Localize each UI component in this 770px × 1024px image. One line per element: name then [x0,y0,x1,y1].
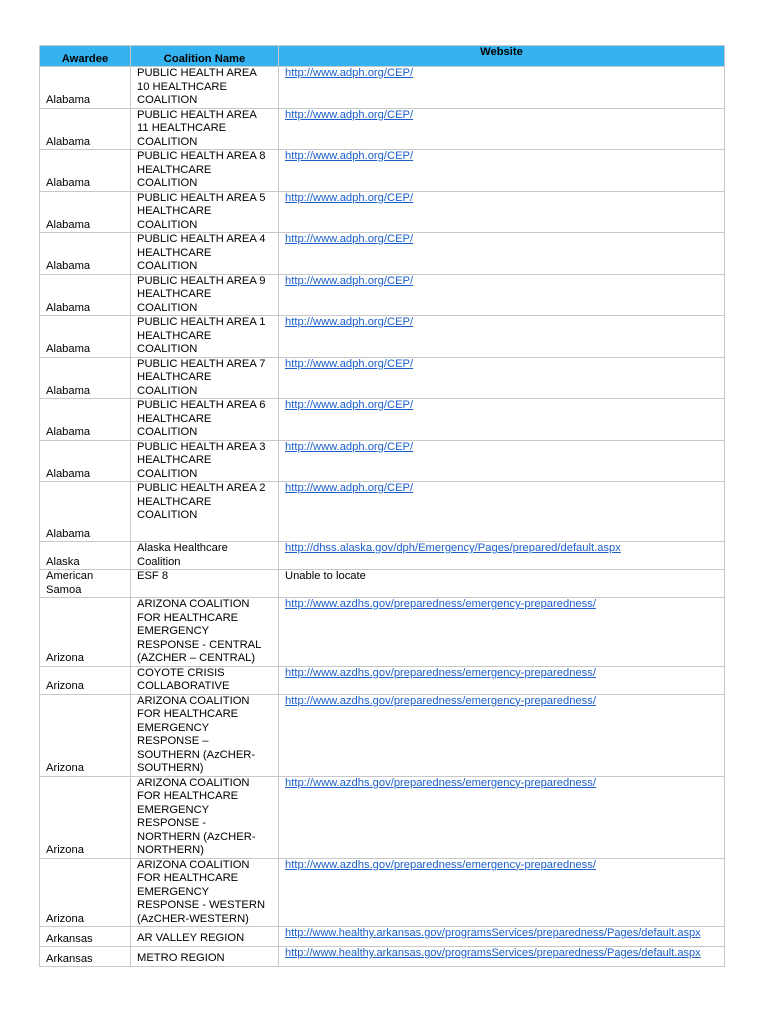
awardee-text: Alaska [46,555,80,568]
table-row [40,316,725,358]
cell-coalition-name [131,357,279,399]
awardee-text: Alabama [46,135,91,148]
cell-awardee [40,108,131,150]
awardee-text: Alabama [46,384,91,397]
header-awardee: Awardee [40,46,131,67]
cell-coalition-name [131,666,279,694]
cell-website [279,233,725,275]
awardee-text: Alabama [46,94,91,106]
website-link[interactable]: http://www.adph.org/CEP/ [285,274,414,287]
website-link[interactable]: http://www.azdhs.gov/preparedness/emergency-preparedness/ [285,858,596,871]
coalition-name-text: AR VALLEY REGION [137,931,245,944]
coalition-name-text: PUBLIC HEALTH AREA 10 HEALTHCARE COALITION [137,67,257,106]
cell-coalition-name [131,191,279,233]
cell-awardee [40,776,131,858]
cell-awardee [40,947,131,967]
table-row [40,858,725,927]
cell-website [279,67,725,109]
website-link[interactable]: http://www.adph.org/CEP/ [285,150,414,162]
coalition-table [39,45,725,967]
cell-awardee [40,399,131,441]
cell-awardee [40,357,131,399]
header-coalition-name: Coalition Name [131,46,279,67]
website-link[interactable]: http://www.azdhs.gov/preparedness/emergency-preparedness/ [285,598,596,610]
cell-awardee [40,150,131,192]
cell-website [279,440,725,482]
table-row [40,666,725,694]
cell-coalition-name [131,316,279,358]
website-link[interactable]: http://www.adph.org/CEP/ [285,108,414,121]
cell-website [279,399,725,441]
coalition-name-text: PUBLIC HEALTH AREA 11 HEALTHCARE COALITION [137,108,257,148]
awardee-text: Arkansas [46,932,93,945]
coalition-name-text: PUBLIC HEALTH AREA 1 HEALTHCARE COALITION [137,316,266,355]
awardee-text: Alabama [46,467,91,480]
cell-coalition-name [131,542,279,570]
awardee-text: Arizona [46,912,84,925]
coalition-name-text: PUBLIC HEALTH AREA 5 HEALTHCARE COALITION [137,191,266,231]
table-row [40,191,725,233]
cell-awardee [40,440,131,482]
cell-awardee [40,694,131,776]
awardee-text: Alabama [46,260,91,272]
coalition-name-text: PUBLIC HEALTH AREA 8 HEALTHCARE COALITION [137,150,266,189]
cell-awardee [40,191,131,233]
table-header-row [40,46,725,67]
awardee-text: Alabama [46,218,91,231]
cell-coalition-name [131,858,279,927]
coalition-name-text: ESF 8 [137,570,169,582]
coalition-name-text: METRO REGION [137,951,225,964]
table-row [40,233,725,275]
awardee-text: Alabama [46,343,91,355]
cell-website [279,570,725,598]
website-link[interactable]: http://www.azdhs.gov/preparedness/emergency-preparedness/ [285,694,596,707]
website-link[interactable]: http://www.adph.org/CEP/ [285,399,414,411]
awardee-text: Arkansas [46,952,93,965]
table-row [40,440,725,482]
cell-website [279,108,725,150]
coalition-name-text: PUBLIC HEALTH AREA 2 HEALTHCARE COALITION [137,482,266,521]
cell-coalition-name [131,233,279,275]
table-row [40,598,725,667]
cell-coalition-name [131,694,279,776]
cell-website [279,927,725,947]
table-row [40,399,725,441]
table-row [40,542,725,570]
cell-awardee [40,858,131,927]
coalition-name-text: ARIZONA COALITION FOR HEALTHCARE EMERGENCY RESPONSE - NORTHERN (AzCHER- NORTHERN) [137,776,256,856]
awardee-text: Arizona [46,762,84,774]
cell-website [279,482,725,542]
awardee-text: Alabama [46,177,91,189]
coalition-name-text: ARIZONA COALITION FOR HEALTHCARE EMERGENCY RESPONSE - WESTERN (AzCHER-WESTERN) [137,858,266,925]
cell-website [279,694,725,776]
cell-coalition-name [131,274,279,316]
cell-awardee [40,482,131,542]
coalition-name-text: PUBLIC HEALTH AREA 9 HEALTHCARE COALITION [137,274,266,314]
table-row [40,274,725,316]
cell-website [279,191,725,233]
coalition-name-text: PUBLIC HEALTH AREA 3 HEALTHCARE COALITION [137,440,266,480]
cell-coalition-name [131,108,279,150]
table-row [40,67,725,109]
cell-awardee [40,542,131,570]
cell-coalition-name [131,440,279,482]
cell-coalition-name [131,776,279,858]
website-link[interactable]: http://www.adph.org/CEP/ [285,191,414,204]
awardee-text: Alabama [46,301,91,314]
cell-website [279,150,725,192]
coalition-name-text: PUBLIC HEALTH AREA 7 HEALTHCARE COALITION [137,357,266,397]
cell-coalition-name [131,150,279,192]
table-row [40,108,725,150]
cell-awardee [40,666,131,694]
website-link[interactable]: http://www.adph.org/CEP/ [285,233,414,245]
cell-website [279,542,725,570]
cell-coalition-name [131,598,279,667]
cell-website [279,598,725,667]
website-link[interactable]: http://www.adph.org/CEP/ [285,316,414,328]
cell-website [279,666,725,694]
table-row [40,776,725,858]
coalition-name-text: COYOTE CRISIS COLLABORATIVE [137,666,230,692]
cell-website [279,357,725,399]
website-text: Unable to locate [285,570,366,582]
coalition-name-text: ARIZONA COALITION FOR HEALTHCARE EMERGENCY RESPONSE - CENTRAL (AZCHER – CENTRAL) [137,598,262,664]
awardee-text: American Samoa [46,570,94,596]
awardee-text: Alabama [46,527,91,540]
table-body [40,67,725,967]
cell-coalition-name [131,570,279,598]
table-row [40,570,725,598]
website-link[interactable]: http://www.healthy.arkansas.gov/programsServices/preparedness/Pages/default.aspx [285,927,701,939]
cell-website [279,316,725,358]
cell-awardee [40,316,131,358]
table-row [40,482,725,542]
cell-awardee [40,233,131,275]
cell-coalition-name [131,399,279,441]
table-row [40,694,725,776]
table-row [40,927,725,947]
cell-website [279,947,725,967]
coalition-name-text: ARIZONA COALITION FOR HEALTHCARE EMERGENCY RESPONSE – SOUTHERN (AzCHER- SOUTHERN) [137,694,256,774]
website-link[interactable]: http://www.healthy.arkansas.gov/programsServices/preparedness/Pages/default.aspx [285,947,701,959]
cell-coalition-name [131,67,279,109]
cell-coalition-name [131,947,279,967]
cell-website [279,858,725,927]
cell-awardee [40,67,131,109]
cell-website [279,274,725,316]
header-website: Website [279,46,725,67]
cell-awardee [40,927,131,947]
cell-website [279,776,725,858]
coalition-name-text: Alaska Healthcare Coalition [137,542,228,568]
cell-awardee [40,598,131,667]
table-row [40,357,725,399]
coalition-name-text: PUBLIC HEALTH AREA 4 HEALTHCARE COALITION [137,233,266,272]
website-link[interactable]: http://www.adph.org/CEP/ [285,357,414,370]
cell-awardee [40,274,131,316]
website-link[interactable]: http://www.adph.org/CEP/ [285,482,414,494]
table-row [40,947,725,967]
website-link[interactable]: http://www.azdhs.gov/preparedness/emergency-preparedness/ [285,776,596,789]
awardee-text: Alabama [46,426,91,438]
table-row [40,150,725,192]
website-link[interactable]: http://www.adph.org/CEP/ [285,440,414,453]
awardee-text: Arizona [46,844,84,856]
cell-awardee [40,570,131,598]
awardee-text: Arizona [46,680,84,692]
cell-coalition-name [131,482,279,542]
awardee-text: Arizona [46,652,84,664]
coalition-name-text: PUBLIC HEALTH AREA 6 HEALTHCARE COALITION [137,399,266,438]
cell-coalition-name [131,927,279,947]
website-link[interactable]: http://www.adph.org/CEP/ [285,67,414,79]
website-link[interactable]: http://dhss.alaska.gov/dph/Emergency/Pages/prepared/default.aspx [285,542,621,554]
website-link[interactable]: http://www.azdhs.gov/preparedness/emergency-preparedness/ [285,666,596,679]
